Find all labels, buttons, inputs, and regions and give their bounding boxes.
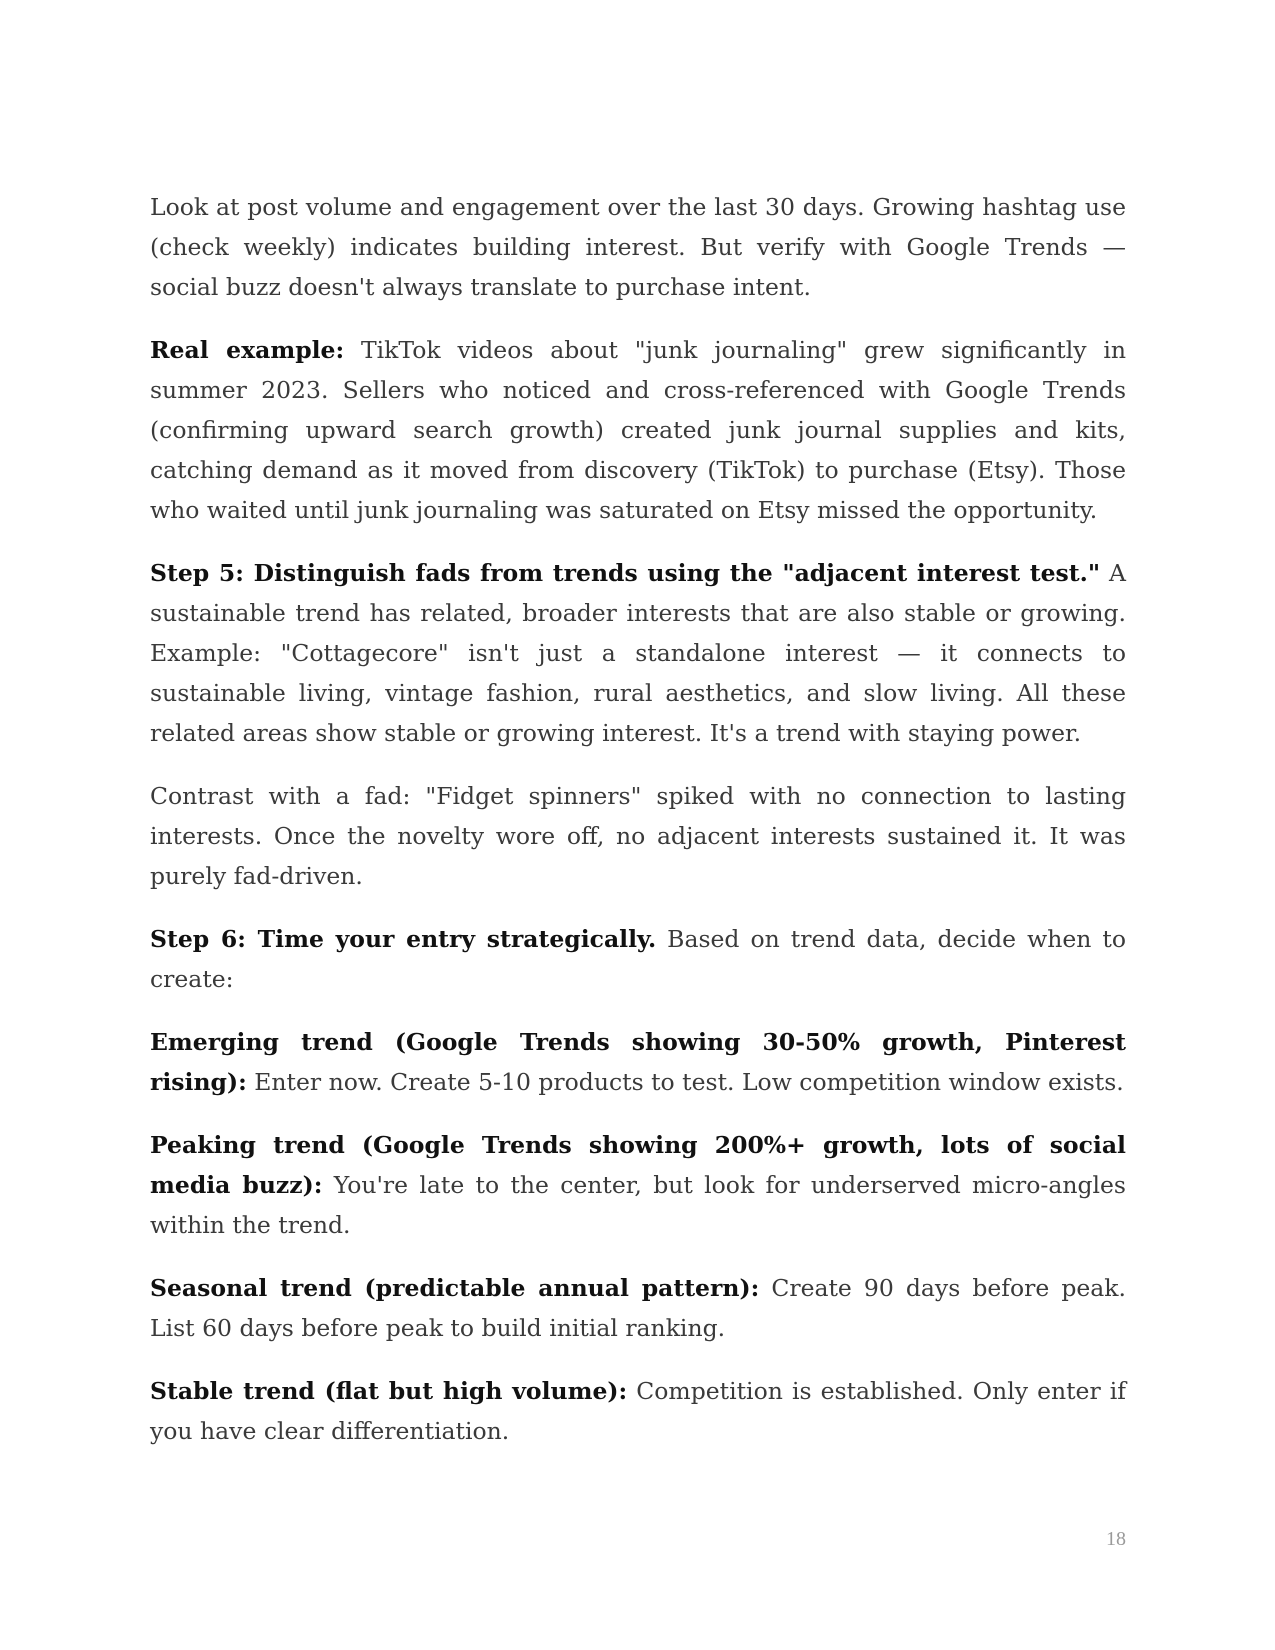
document-page: [150, 187, 1126, 1474]
paragraph-text: Look at post volume and engagement over the last 30 days. Growing hashtag use (check weekly) indicates building interest. But verify with Google Trends — social buzz doesn't always translate to purchase intent.: [150, 193, 1126, 301]
paragraph-text: You're late to the center, but look for underserved micro-angles within the trend.: [150, 1171, 1126, 1239]
paragraph-lead: Step 5: Distinguish fads from trends using the "adjacent interest test.": [150, 559, 1101, 587]
paragraph-text: A sustainable trend has related, broader interests that are also stable or growing. Example: "Cottagecore" isn't just a standalone interest — it connects to sustainable living, vintage fashion, rural aesthetics, and slow living. All these related areas show stable or growing interest. It's a trend with staying power.: [150, 559, 1126, 747]
paragraph-real-example: [150, 330, 1126, 530]
paragraph-lead: Real example:: [150, 336, 345, 364]
paragraph-lead: Peaking trend (Google Trends showing 200%+ growth, lots of social media buzz):: [150, 1131, 1126, 1199]
paragraph-lead: Stable trend (flat but high volume):: [150, 1377, 628, 1405]
paragraph-stable-trend: [150, 1371, 1126, 1451]
paragraph-fad-contrast: [150, 776, 1126, 896]
paragraph-text: Create 90 days before peak. List 60 days before peak to build initial ranking.: [150, 1274, 1127, 1342]
paragraph-lead: Seasonal trend (predictable annual pattern):: [150, 1274, 760, 1302]
paragraph-step-5: [150, 553, 1126, 753]
paragraph-text: Competition is established. Only enter if you have clear differentiation.: [150, 1377, 1126, 1445]
paragraph-post-volume: [150, 187, 1126, 307]
paragraph-text: Enter now. Create 5-10 products to test. Low competition window exists.: [246, 1068, 1124, 1096]
paragraph-seasonal-trend: [150, 1268, 1126, 1348]
paragraph-text: Contrast with a fad: "Fidget spinners" spiked with no connection to lasting interests. Once the novelty wore off, no adjacent interests sustained it. It was purely fad-driven.: [150, 782, 1126, 890]
page-number: 18: [1106, 1528, 1126, 1550]
paragraph-text: Based on trend data, decide when to create:: [150, 925, 1126, 993]
paragraph-peaking-trend: [150, 1125, 1126, 1245]
paragraph-lead: Step 6: Time your entry strategically.: [150, 925, 657, 953]
paragraph-lead: Emerging trend (Google Trends showing 30-50% growth, Pinterest rising):: [150, 1028, 1126, 1096]
paragraph-step-6: [150, 919, 1126, 999]
paragraph-text: TikTok videos about "junk journaling" grew significantly in summer 2023. Sellers who noticed and cross-referenced with Google Trends (confirming upward search growth) created junk journal supplies and kits, catching demand as it moved from discovery (TikTok) to purchase (Etsy). Those who waited until junk journaling was saturated on Etsy missed the opportunity.: [150, 336, 1126, 524]
paragraph-emerging-trend: [150, 1022, 1126, 1102]
